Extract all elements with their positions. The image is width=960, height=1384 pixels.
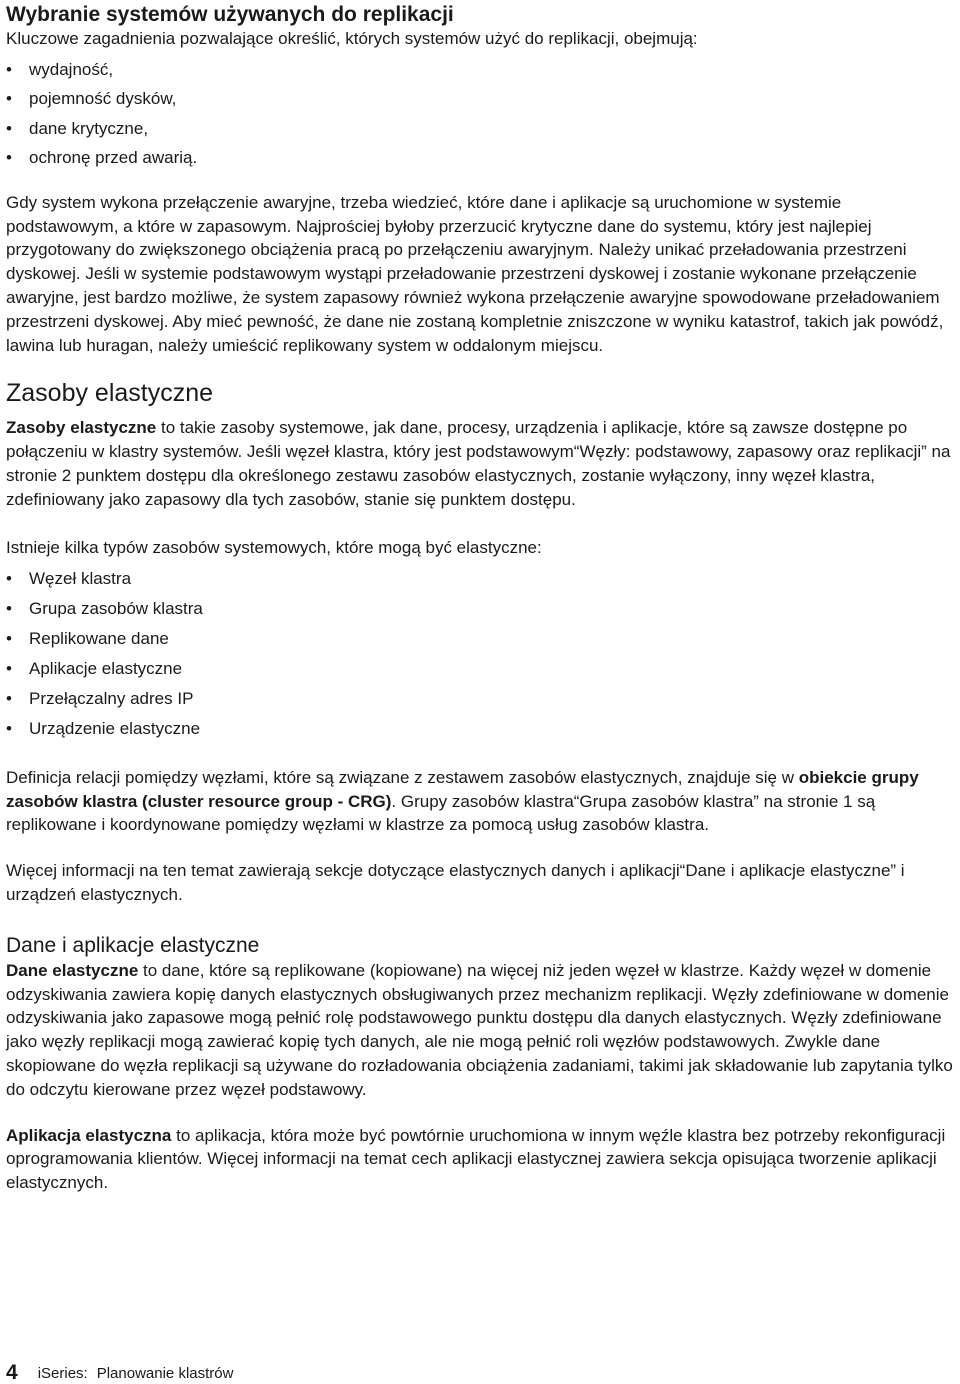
- more-info-paragraph: Więcej informacji na ten temat zawierają sekcje dotyczące elastycznych danych i aplikacji“Dane i aplikacje elastyczne” i urządzeń elastycznych.: [6, 861, 905, 904]
- criteria-list: [6, 55, 956, 173]
- resource-types-list: [6, 564, 956, 743]
- term-bold: obiekcie grupy zasobów klastra (cluster resource group - CRG): [6, 767, 919, 811]
- resilient-data-paragraph: [6, 959, 956, 1102]
- footer-title: Planowanie klastrów: [96, 1365, 234, 1382]
- intro-paragraph: Kluczowe zagadnienia pozwalające określić, których systemów użyć do replikacji, obejmują:: [6, 29, 698, 48]
- resilient-app-paragraph: [6, 1124, 956, 1195]
- list-item: • wydajność,: [6, 55, 956, 85]
- paragraph-text: to dane, które są replikowane (kopiowane) na więcej niż jeden węzeł w klastrze. Każdy węzeł w domenie odzyskiwania zawiera kopię danych elastycznych obsługiwanych przez mechanizm replikacji. Węzły zdefiniowane w domenie odzyskiwania jako zapasowe mogą pełnić rolę podstawowego punktu dostępu dla danych elastycznych. Węzły zdefiniowane jako węzły replikacji mogą zawierać kopię tych danych, ale nie mogą pełnić roli węzłów podstawowych. Zwykle dane skopiowane do węzła replikacji są używane do rozładowania obciążenia zadaniami, takimi jak składowanie lub zapytania tylko do odczytu kierowane przez węzeł podstawowy.: [6, 960, 953, 1099]
- paragraph-text: . Grupy zasobów klastra“Grupa zasobów klastra” na stronie 1 są replikowane i koordynowane pomiędzy węzłami w klastrze za pomocą usług zasobów klastra.: [6, 791, 876, 835]
- paragraph-text: Definicja relacji pomiędzy węzłami, które są związane z zestawem zasobów elastycznych, znajduje się w: [6, 767, 799, 787]
- list-item: • Replikowane dane: [6, 624, 956, 654]
- term-bold: Dane elastyczne: [6, 960, 139, 980]
- paragraph-text: to takie zasoby systemowe, jak dane, procesy, urządzenia i aplikacje, które są zawsze dostępne po połączeniu w klastry systemów. Jeśli węzeł klastra, który jest podstawowym“Węzły: podstawowy, zapasowy oraz replikacji” na stronie 2 punktem dostępu dla określonego zestawu zasobów elastycznych, zostanie wyłączony, inny węzeł klastra, zdefiniowany jako zapasowy dla tych zasobów, stanie się punktem dostępu.: [6, 418, 951, 509]
- section-heading-resilient-resources: Zasoby elastyczne: [6, 379, 214, 408]
- list-item: • Przełączalny adres IP: [6, 684, 956, 714]
- resilient-resources-paragraph: [6, 416, 956, 511]
- list-item: • Grupa zasobów klastra: [6, 594, 956, 624]
- paragraph-text: to aplikacja, która może być powtórnie uruchomiona w innym węźle klastra bez potrzeby rekonfiguracji oprogramowania klientów. Więcej informacji na temat cech aplikacji elastycznej zawiera sekcja opisująca tworzenie aplikacji elastycznych.: [6, 1125, 946, 1193]
- term-bold: Aplikacja elastyczna: [6, 1125, 172, 1145]
- page-footer: [6, 1360, 233, 1384]
- list-item: • Urządzenie elastyczne: [6, 714, 956, 744]
- footer-product: iSeries:: [37, 1365, 88, 1382]
- term-bold: Zasoby elastyczne: [6, 418, 157, 438]
- types-intro-paragraph: Istnieje kilka typów zasobów systemowych, które mogą być elastyczne:: [6, 537, 542, 557]
- list-item: • pojemność dysków,: [6, 84, 956, 114]
- section-heading-resilient-data-apps: Dane i aplikacje elastyczne: [6, 933, 260, 957]
- crg-paragraph: [6, 766, 956, 837]
- failover-paragraph: Gdy system wykona przełączenie awaryjne, trzeba wiedzieć, które dane i aplikacje są uruchomione w systemie podstawowym, a które w zapasowym. Najprościej byłoby przerzucić krytyczne dane do systemu, który jest najlepiej przygotowany do zwiększonego obciążenia pracą po przełączeniu awaryjnym. Należy unikać przeładowania przestrzeni dyskowej. Jeśli w systemie podstawowym wystąpi przeładowanie przestrzeni dyskowej i zostanie wykonane przełączenie awaryjne, jest bardzo możliwe, że system zapasowy również wykona przełączenie awaryjne spowodowane przeładowaniem przestrzeni dyskowej. Aby mieć pewność, że dane nie zostaną kompletnie zniszczone w wyniku katastrof, takich jak powódź, lawina lub huragan, należy umieścić replikowany system w oddalonym miejscu.: [6, 192, 944, 355]
- list-item: • Węzeł klastra: [6, 564, 956, 594]
- list-item: • Aplikacje elastyczne: [6, 654, 956, 684]
- document-page: [6, 0, 956, 1195]
- page-number: 4: [6, 1361, 18, 1384]
- list-item: • dane krytyczne,: [6, 114, 956, 144]
- list-item: • ochronę przed awarią.: [6, 143, 956, 173]
- section-heading-replication-systems: Wybranie systemów używanych do replikacji: [6, 3, 454, 26]
